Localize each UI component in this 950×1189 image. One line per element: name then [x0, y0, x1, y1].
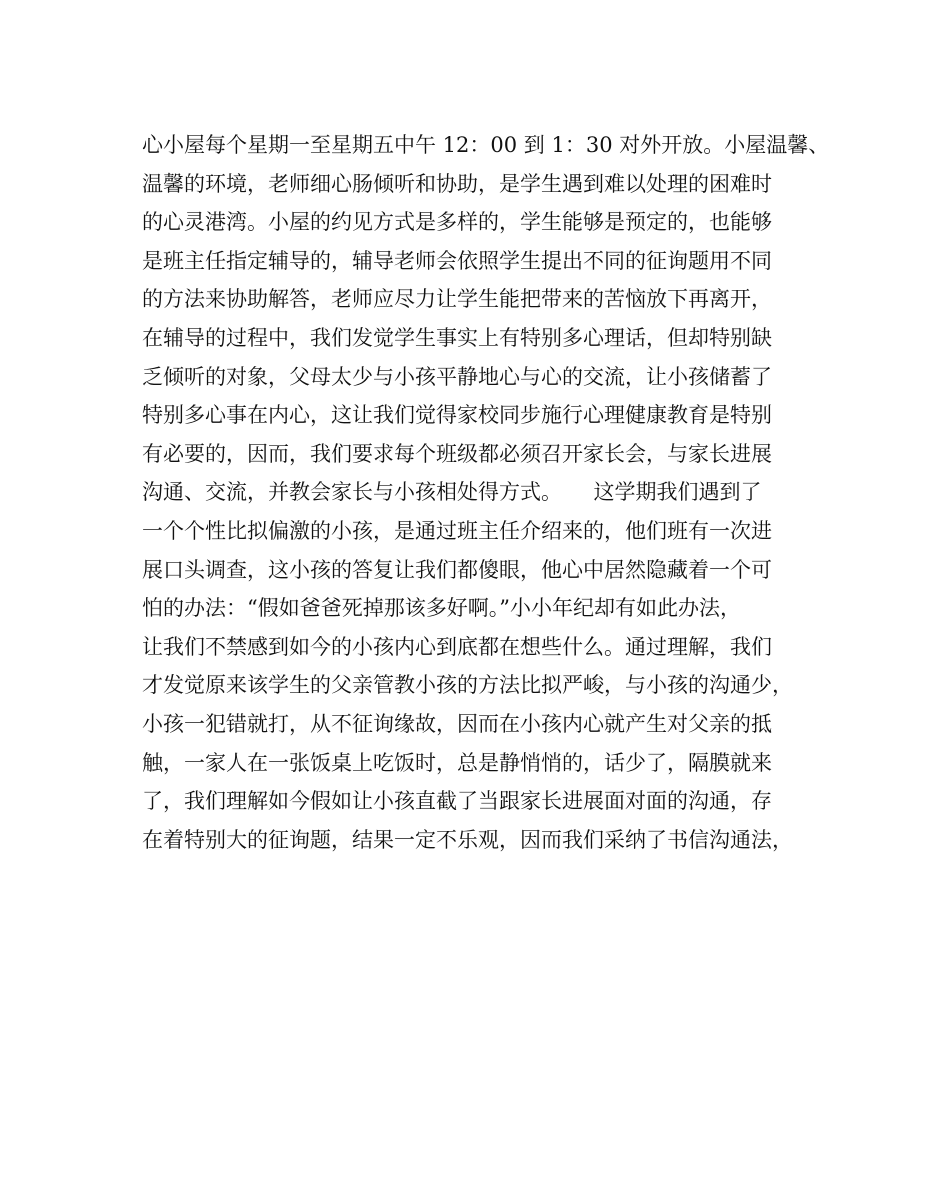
text-line: 一个个性比拟偏激的小孩，是通过班主任介绍来的，他们班有一次进 — [142, 518, 772, 543]
text-line: 的方法来协助解答，老师应尽力让学生能把带来的苦恼放下再离开， — [142, 287, 772, 312]
text-line: 在着特别大的征询题，结果一定不乐观，因而我们采纳了书信沟通法， — [142, 827, 793, 852]
text-line: 展口头调查，这小孩的答复让我们都傻眼，他心中居然隐藏着一个可 — [142, 557, 772, 582]
text-line: 触，一家人在一张饭桌上吃饭时，总是静悄悄的，话少了，隔膜就来 — [142, 750, 772, 775]
text-line: 有必要的，因而，我们要求每个班级都必须召开家长会，与家长进展 — [142, 441, 772, 466]
text-line: 了，我们理解如今假如让小孩直截了当跟家长进展面对面的沟通，存 — [142, 789, 772, 814]
text-line: 才发觉原来该学生的父亲管教小孩的方法比拟严峻，与小孩的沟通少， — [142, 673, 793, 698]
text-line: 在辅导的过程中，我们发觉学生事实上有特别多心理话，但却特别缺 — [142, 325, 772, 350]
text-line: 小孩一犯错就打，从不征询缘故，因而在小孩内心就产生对父亲的抵 — [142, 711, 772, 736]
text-line: 的心灵港湾。小屋的约见方式是多样的，学生能够是预定的，也能够 — [142, 210, 772, 235]
text-line: 温馨的环境，老师细心肠倾听和协助，是学生遇到难以处理的困难时 — [142, 171, 772, 196]
text-line: 沟通、交流，并教会家长与小孩相处得方式。 这学期我们遇到了 — [142, 480, 762, 505]
text-line: 心小屋每个星期一至星期五中午 12：00 到 1：30 对外开放。小屋温馨、 — [142, 133, 830, 157]
text-line: 是班主任指定辅导的，辅导老师会依照学生提出不同的征询题用不同 — [142, 248, 772, 273]
text-line: 怕的办法：“假如爸爸死掉那该多好啊。”小小年纪却有如此办法， — [142, 596, 741, 621]
text-line: 特别多心事在内心，这让我们觉得家校同步施行心理健康教育是特别 — [142, 403, 772, 428]
text-line: 乏倾听的对象，父母太少与小孩平静地心与心的交流，让小孩储蓄了 — [142, 364, 772, 389]
body-text — [142, 126, 832, 859]
text-line: 让我们不禁感到如今的小孩内心到底都在想些什么。通过理解，我们 — [142, 634, 772, 659]
